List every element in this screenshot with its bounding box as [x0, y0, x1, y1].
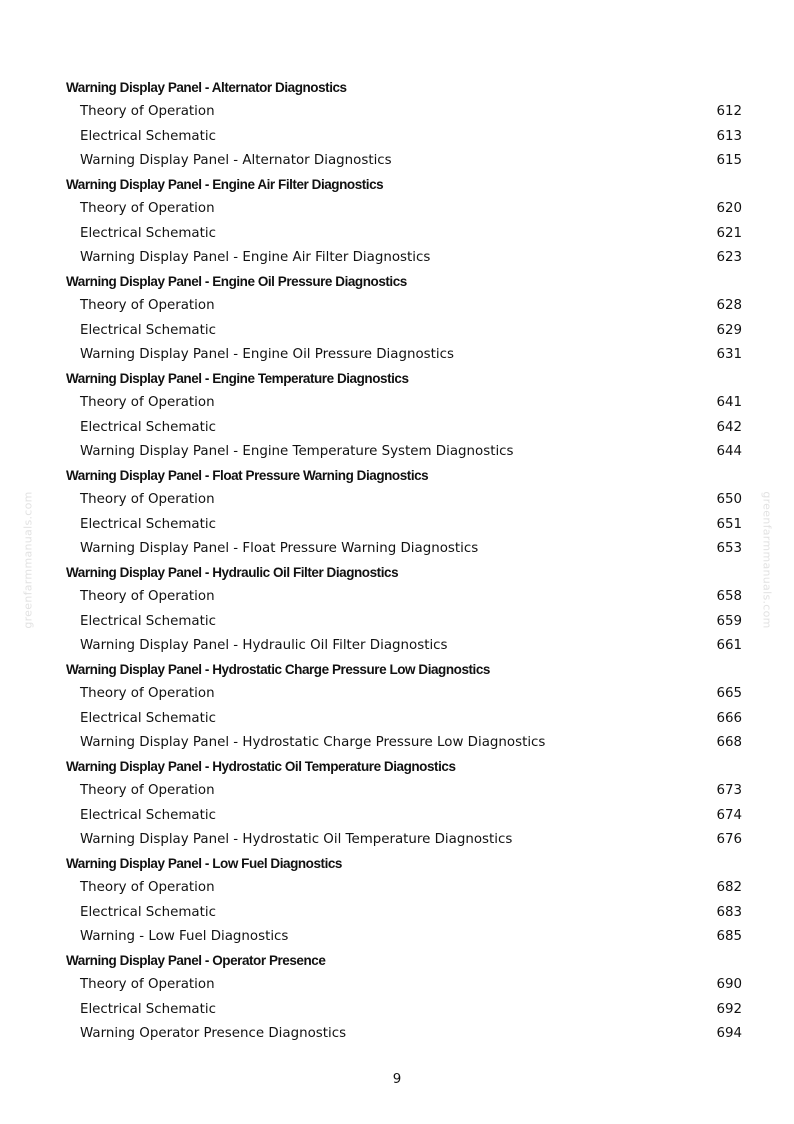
entry-label: Theory of Operation	[80, 395, 215, 411]
entry-label: Electrical Schematic	[80, 904, 216, 920]
toc-entry[interactable]	[66, 634, 742, 658]
toc-entry[interactable]	[66, 707, 742, 731]
entry-page-number: 658	[716, 589, 742, 605]
section-heading[interactable]: Warning Display Panel - Engine Temperature Diagnostics	[66, 371, 409, 386]
page-number: 9	[392, 1072, 402, 1087]
entry-label: Electrical Schematic	[80, 516, 216, 532]
entry-label: Electrical Schematic	[80, 807, 216, 823]
entry-label: Electrical Schematic	[80, 322, 216, 338]
entry-page-number: 666	[716, 710, 742, 726]
entry-label: Theory of Operation	[80, 201, 215, 217]
section-heading[interactable]: Warning Display Panel - Operator Presence	[66, 953, 326, 968]
entry-page-number: 650	[716, 492, 742, 508]
toc-entry[interactable]	[66, 901, 742, 925]
entry-label: Warning Display Panel - Engine Oil Pressure Diagnostics	[80, 346, 454, 362]
entry-page-number: 683	[716, 904, 742, 920]
toc-entry[interactable]	[66, 513, 742, 537]
entry-page-number: 615	[716, 152, 742, 168]
entry-page-number: 668	[716, 734, 742, 750]
entry-page-number: 690	[716, 977, 742, 993]
entry-page-number: 659	[716, 613, 742, 629]
section-heading[interactable]: Warning Display Panel - Float Pressure Warning Diagnostics	[66, 468, 429, 483]
entry-label: Theory of Operation	[80, 298, 215, 314]
toc-entry[interactable]	[66, 125, 742, 149]
toc-entry[interactable]	[66, 537, 742, 561]
toc-entry[interactable]	[66, 246, 742, 270]
entry-page-number: 613	[716, 128, 742, 144]
entry-page-number: 620	[716, 201, 742, 217]
section-heading[interactable]: Warning Display Panel - Hydrostatic Oil Temperature Diagnostics	[66, 759, 456, 774]
entry-page-number: 628	[716, 298, 742, 314]
entry-page-number: 651	[716, 516, 742, 532]
toc-entry[interactable]	[66, 610, 742, 634]
section-heading[interactable]: Warning Display Panel - Engine Oil Pressure Diagnostics	[66, 274, 407, 289]
toc-section	[66, 949, 742, 1046]
toc-section	[66, 561, 742, 658]
entry-page-number: 692	[716, 1001, 742, 1017]
toc-entry[interactable]	[66, 779, 742, 803]
entry-page-number: 621	[716, 225, 742, 241]
entry-page-number: 682	[716, 880, 742, 896]
entry-label: Electrical Schematic	[80, 419, 216, 435]
entry-page-number: 685	[716, 928, 742, 944]
toc-entry[interactable]	[66, 149, 742, 173]
toc-entry[interactable]	[66, 973, 742, 997]
entry-label: Electrical Schematic	[80, 225, 216, 241]
entry-label: Theory of Operation	[80, 589, 215, 605]
entry-label: Electrical Schematic	[80, 613, 216, 629]
toc-entry[interactable]	[66, 1022, 742, 1046]
entry-page-number: 673	[716, 783, 742, 799]
section-heading[interactable]: Warning Display Panel - Low Fuel Diagnostics	[66, 856, 342, 871]
entry-label: Warning Display Panel - Hydrostatic Oil Temperature Diagnostics	[80, 831, 513, 847]
entry-page-number: 644	[716, 443, 742, 459]
toc-entry[interactable]	[66, 925, 742, 949]
entry-page-number: 653	[716, 540, 742, 556]
toc-entry[interactable]	[66, 488, 742, 512]
toc-entry[interactable]	[66, 343, 742, 367]
entry-label: Warning Display Panel - Hydrostatic Charge Pressure Low Diagnostics	[80, 734, 546, 750]
entry-page-number: 674	[716, 807, 742, 823]
entry-label: Warning Display Panel - Engine Temperature System Diagnostics	[80, 443, 514, 459]
table-of-contents	[66, 76, 742, 1046]
entry-page-number: 676	[716, 831, 742, 847]
toc-section	[66, 173, 742, 270]
toc-entry[interactable]	[66, 682, 742, 706]
entry-page-number: 623	[716, 249, 742, 265]
toc-entry[interactable]	[66, 998, 742, 1022]
entry-label: Warning Display Panel - Hydraulic Oil Filter Diagnostics	[80, 637, 448, 653]
toc-entry[interactable]	[66, 416, 742, 440]
toc-entry[interactable]	[66, 391, 742, 415]
toc-entry[interactable]	[66, 222, 742, 246]
entry-page-number: 641	[716, 395, 742, 411]
toc-section	[66, 852, 742, 949]
toc-section	[66, 755, 742, 852]
entry-label: Theory of Operation	[80, 783, 215, 799]
entry-label: Warning Operator Presence Diagnostics	[80, 1025, 347, 1041]
entry-label: Theory of Operation	[80, 104, 215, 120]
entry-page-number: 694	[716, 1025, 742, 1041]
toc-entry[interactable]	[66, 804, 742, 828]
section-heading[interactable]: Warning Display Panel - Hydraulic Oil Filter Diagnostics	[66, 565, 399, 580]
toc-entry[interactable]	[66, 585, 742, 609]
entry-label: Warning - Low Fuel Diagnostics	[80, 928, 289, 944]
entry-label: Warning Display Panel - Alternator Diagnostics	[80, 152, 392, 168]
entry-label: Theory of Operation	[80, 492, 215, 508]
toc-section	[66, 464, 742, 561]
toc-entry[interactable]	[66, 294, 742, 318]
watermark-left: greenfarmmanuals.com	[21, 491, 35, 629]
toc-section	[66, 270, 742, 367]
entry-label: Warning Display Panel - Float Pressure Warning Diagnostics	[80, 540, 479, 556]
watermark-right: greenfarmmanuals.com	[760, 491, 774, 629]
entry-label: Theory of Operation	[80, 977, 215, 993]
entry-page-number: 661	[716, 637, 742, 653]
entry-label: Electrical Schematic	[80, 128, 216, 144]
toc-entry[interactable]	[66, 440, 742, 464]
entry-page-number: 631	[716, 346, 742, 362]
entry-label: Electrical Schematic	[80, 710, 216, 726]
section-heading[interactable]: Warning Display Panel - Alternator Diagnostics	[66, 80, 347, 95]
entry-label: Electrical Schematic	[80, 1001, 216, 1017]
section-heading[interactable]: Warning Display Panel - Hydrostatic Charge Pressure Low Diagnostics	[66, 662, 490, 677]
entry-page-number: 612	[716, 104, 742, 120]
entry-label: Warning Display Panel - Engine Air Filter Diagnostics	[80, 249, 431, 265]
toc-section	[66, 367, 742, 464]
entry-page-number: 629	[716, 322, 742, 338]
toc-entry[interactable]	[66, 100, 742, 124]
section-heading[interactable]: Warning Display Panel - Engine Air Filter Diagnostics	[66, 177, 384, 192]
toc-entry[interactable]	[66, 828, 742, 852]
toc-section	[66, 658, 742, 755]
entry-label: Theory of Operation	[80, 686, 215, 702]
toc-entry[interactable]	[66, 319, 742, 343]
toc-entry[interactable]	[66, 731, 742, 755]
entry-page-number: 665	[716, 686, 742, 702]
entry-label: Theory of Operation	[80, 880, 215, 896]
entry-page-number: 642	[716, 419, 742, 435]
toc-entry[interactable]	[66, 197, 742, 221]
toc-section	[66, 76, 742, 173]
toc-entry[interactable]	[66, 876, 742, 900]
